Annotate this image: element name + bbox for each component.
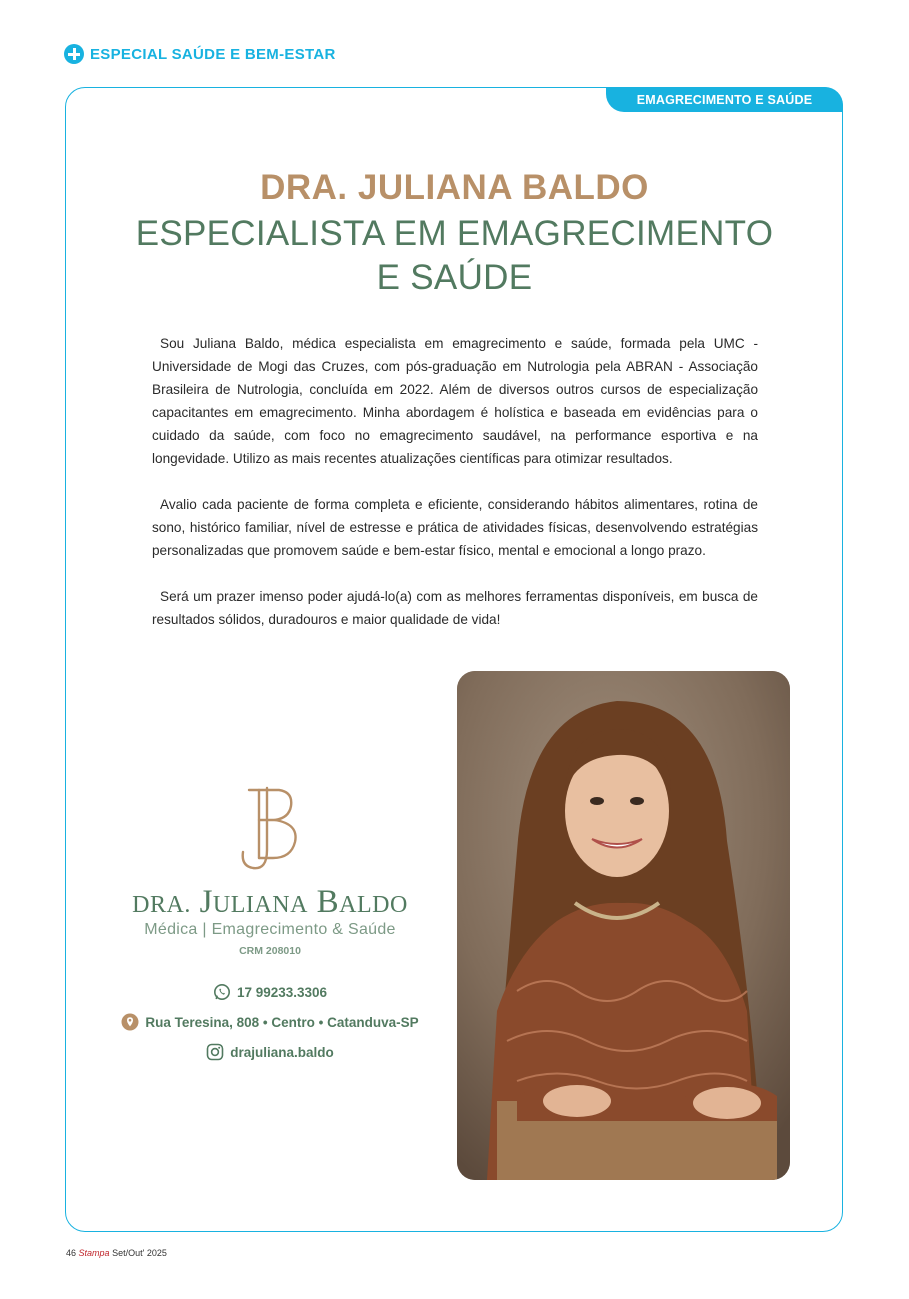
logo-name: DRA. JULIANA BALDO (132, 884, 408, 920)
address-text: Rua Teresina, 808 • Centro • Catanduva-SP (145, 1014, 419, 1030)
magazine-brand: Stampa (78, 1248, 110, 1258)
whatsapp-icon (213, 983, 231, 1001)
location-pin-icon (121, 1013, 139, 1031)
instagram-icon (206, 1043, 224, 1061)
section-title: ESPECIAL SAÚDE E BEM-ESTAR (90, 45, 336, 63)
paragraph-2: Avalio cada paciente de forma completa e eficiente, considerando hábitos alimentares, rotina de sono, histórico familiar, nível de estresse e prática de atividades físicas, desenvolvendo estratégias personalizadas que promovem saúde e bem-estar físico, mental e emocional a longo prazo. (152, 497, 758, 558)
phone-contact (112, 983, 428, 1001)
subtitle-line-2: E SAÚDE (376, 258, 533, 297)
jb-monogram-logo (237, 780, 303, 876)
paragraph-1: Sou Juliana Baldo, médica especialista em emagrecimento e saúde, formada pela UMC - Universidade de Mogi das Cruzes, com pós-graduação em Nutrologia pela ABRAN - Associação Brasileira de Nutrologia, concluída em 2022. Além de diversos outros cursos de especialização capacitantes em emagrecimento. Minha abordagem é holística e baseada em evidências para o cuidado da saúde, com foco no emagrecimento saudável, na performance esportiva e na longevidade. Utilizo as mais recentes atualizações científicas para otimizar resultados. (152, 336, 758, 466)
logo-block (112, 780, 428, 957)
issue-date: Set/Out' 2025 (112, 1248, 167, 1258)
article-body (152, 332, 758, 654)
category-tab: EMAGRECIMENTO E SAÚDE (606, 87, 843, 112)
crm-number: CRM 208010 (239, 945, 301, 957)
logo-subtitle: Médica | Emagrecimento & Saúde (144, 921, 396, 938)
article-title: DRA. JULIANA BALDO (260, 168, 649, 207)
instagram-contact (112, 1043, 428, 1061)
subtitle-line-1: ESPECIALISTA EM EMAGRECIMENTO (135, 214, 774, 253)
portrait-illustration (457, 671, 790, 1180)
page-footer (66, 1248, 167, 1258)
phone-number: 17 99233.3306 (236, 984, 328, 1000)
address-contact (112, 1013, 428, 1031)
page-number: 46 (66, 1248, 77, 1258)
paragraph-3: Será um prazer imenso poder ajudá-lo(a) com as melhores ferramentas disponíveis, em busca de resultados sólidos, duradouros e maior qualidade de vida! (152, 589, 758, 627)
section-header (64, 44, 336, 64)
instagram-handle: drajuliana.baldo (230, 1044, 334, 1060)
article-subtitle (0, 212, 909, 300)
doctor-photo (457, 671, 790, 1180)
plus-circle-icon (64, 44, 84, 64)
